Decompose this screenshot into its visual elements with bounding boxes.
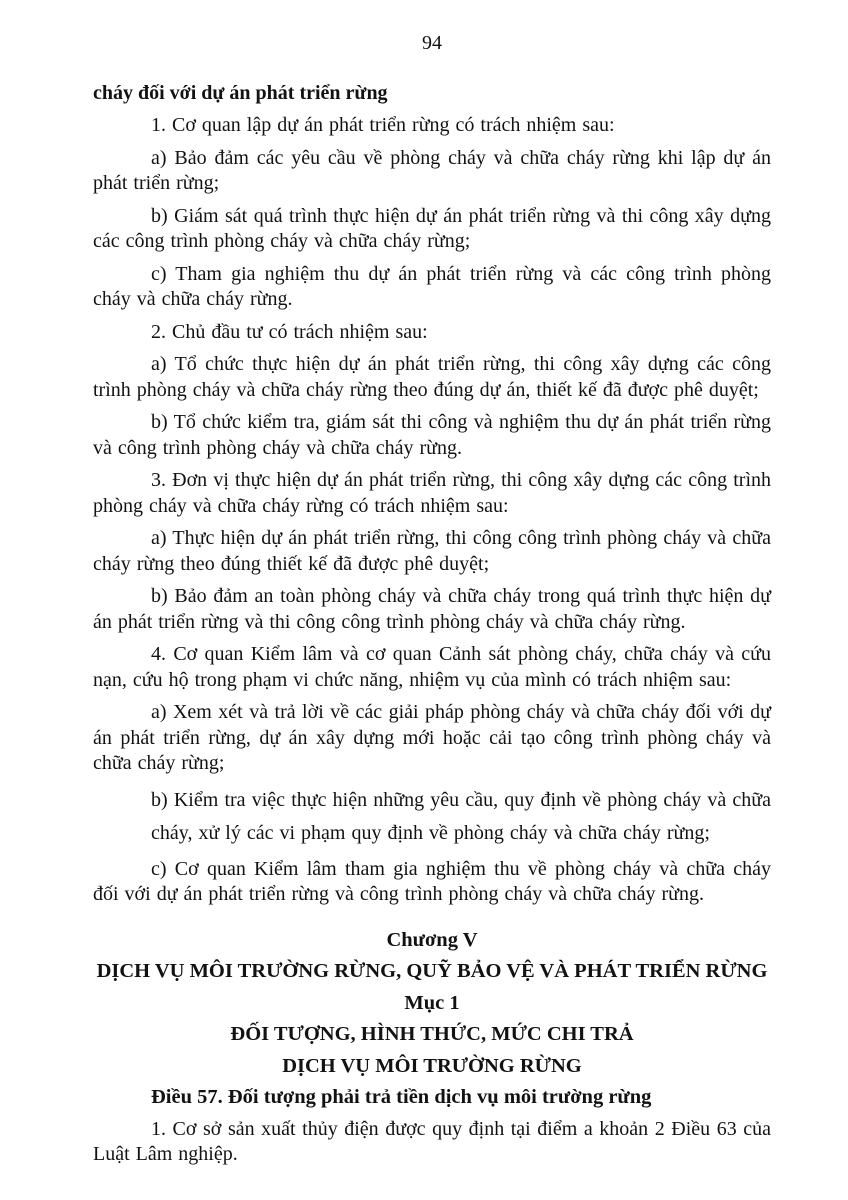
section-label: Mục 1 (404, 991, 460, 1014)
paragraph-4b: b) Kiểm tra việc thực hiện những yêu cầu, quy định về phòng cháy và chữa cháy, xử lý các vi phạm quy định về phòng cháy và chữa cháy rừng; (151, 788, 771, 844)
section-title-line-2: DỊCH VỤ MÔI TRƯỜNG RỪNG (282, 1054, 582, 1077)
paragraph-4c: c) Cơ quan Kiểm lâm tham gia nghiệm thu về phòng cháy và chữa cháy đối với dự án phát triển rừng và công trình phòng cháy và chữa cháy rừng. (93, 857, 771, 905)
paragraph-2a: a) Tổ chức thực hiện dự án phát triển rừng, thi công xây dựng các công trình phòng cháy và chữa cháy rừng theo đúng dự án, thiết kế đã được phê duyệt; (93, 353, 771, 401)
paragraph-2: 2. Chủ đầu tư có trách nhiệm sau: (151, 320, 428, 343)
paragraph-3b: b) Bảo đảm an toàn phòng cháy và chữa cháy trong quá trình thực hiện dự án phát triển rừng và thi công công trình phòng cháy và chữa cháy rừng. (93, 585, 771, 633)
chapter-label: Chương V (386, 928, 478, 951)
paragraph-2b: b) Tổ chức kiểm tra, giám sát thi công và nghiệm thu dự án phát triển rừng và công trình phòng cháy và chữa cháy rừng. (93, 411, 771, 459)
paragraph-4a: a) Xem xét và trả lời về các giải pháp phòng cháy và chữa cháy đối với dự án phát triển rừng, dự án xây dựng mới hoặc cải tạo công trình phòng cháy và chữa cháy rừng; (93, 701, 771, 774)
section-title-line-1: ĐỐI TƯỢNG, HÌNH THỨC, MỨC CHI TRẢ (230, 1023, 634, 1045)
paragraph-3a: a) Thực hiện dự án phát triển rừng, thi công công trình phòng cháy và chữa cháy rừng theo đúng thiết kế đã được phê duyệt; (93, 527, 771, 575)
article-57-paragraph-1: 1. Cơ sở sản xuất thủy điện được quy định tại điểm a khoản 2 Điều 63 của Luật Lâm nghiệp. (93, 1117, 771, 1165)
paragraph-1a: a) Bảo đảm các yêu cầu về phòng cháy và chữa cháy rừng khi lập dự án phát triển rừng; (93, 146, 771, 194)
article-57-heading: Điều 57. Đối tượng phải trả tiền dịch vụ môi trường rừng (151, 1086, 652, 1108)
continued-heading: cháy đối với dự án phát triển rừng (93, 82, 388, 104)
chapter-title: DỊCH VỤ MÔI TRƯỜNG RỪNG, QUỸ BẢO VỆ VÀ PHÁT TRIỂN RỪNG (96, 960, 768, 982)
paragraph-1b: b) Giám sát quá trình thực hiện dự án phát triển rừng và thi công xây dựng các công trình phòng cháy và chữa cháy rừng; (93, 204, 771, 252)
paragraph-4: 4. Cơ quan Kiểm lâm và cơ quan Cảnh sát phòng cháy, chữa cháy và cứu nạn, cứu hộ trong phạm vi chức năng, nhiệm vụ của mình có trách nhiệm sau: (93, 643, 771, 691)
chapter-heading-block (93, 925, 771, 1083)
paragraph-1: 1. Cơ quan lập dự án phát triển rừng có trách nhiệm sau: (151, 114, 615, 136)
page-content (93, 0, 771, 1168)
paragraph-3: 3. Đơn vị thực hiện dự án phát triển rừng, thi công xây dựng các công trình phòng cháy và chữa cháy rừng có trách nhiệm sau: (93, 469, 771, 517)
paragraph-1c: c) Tham gia nghiệm thu dự án phát triển rừng và các công trình phòng cháy và chữa cháy rừng. (93, 262, 771, 310)
page-number: 94 (422, 32, 442, 54)
